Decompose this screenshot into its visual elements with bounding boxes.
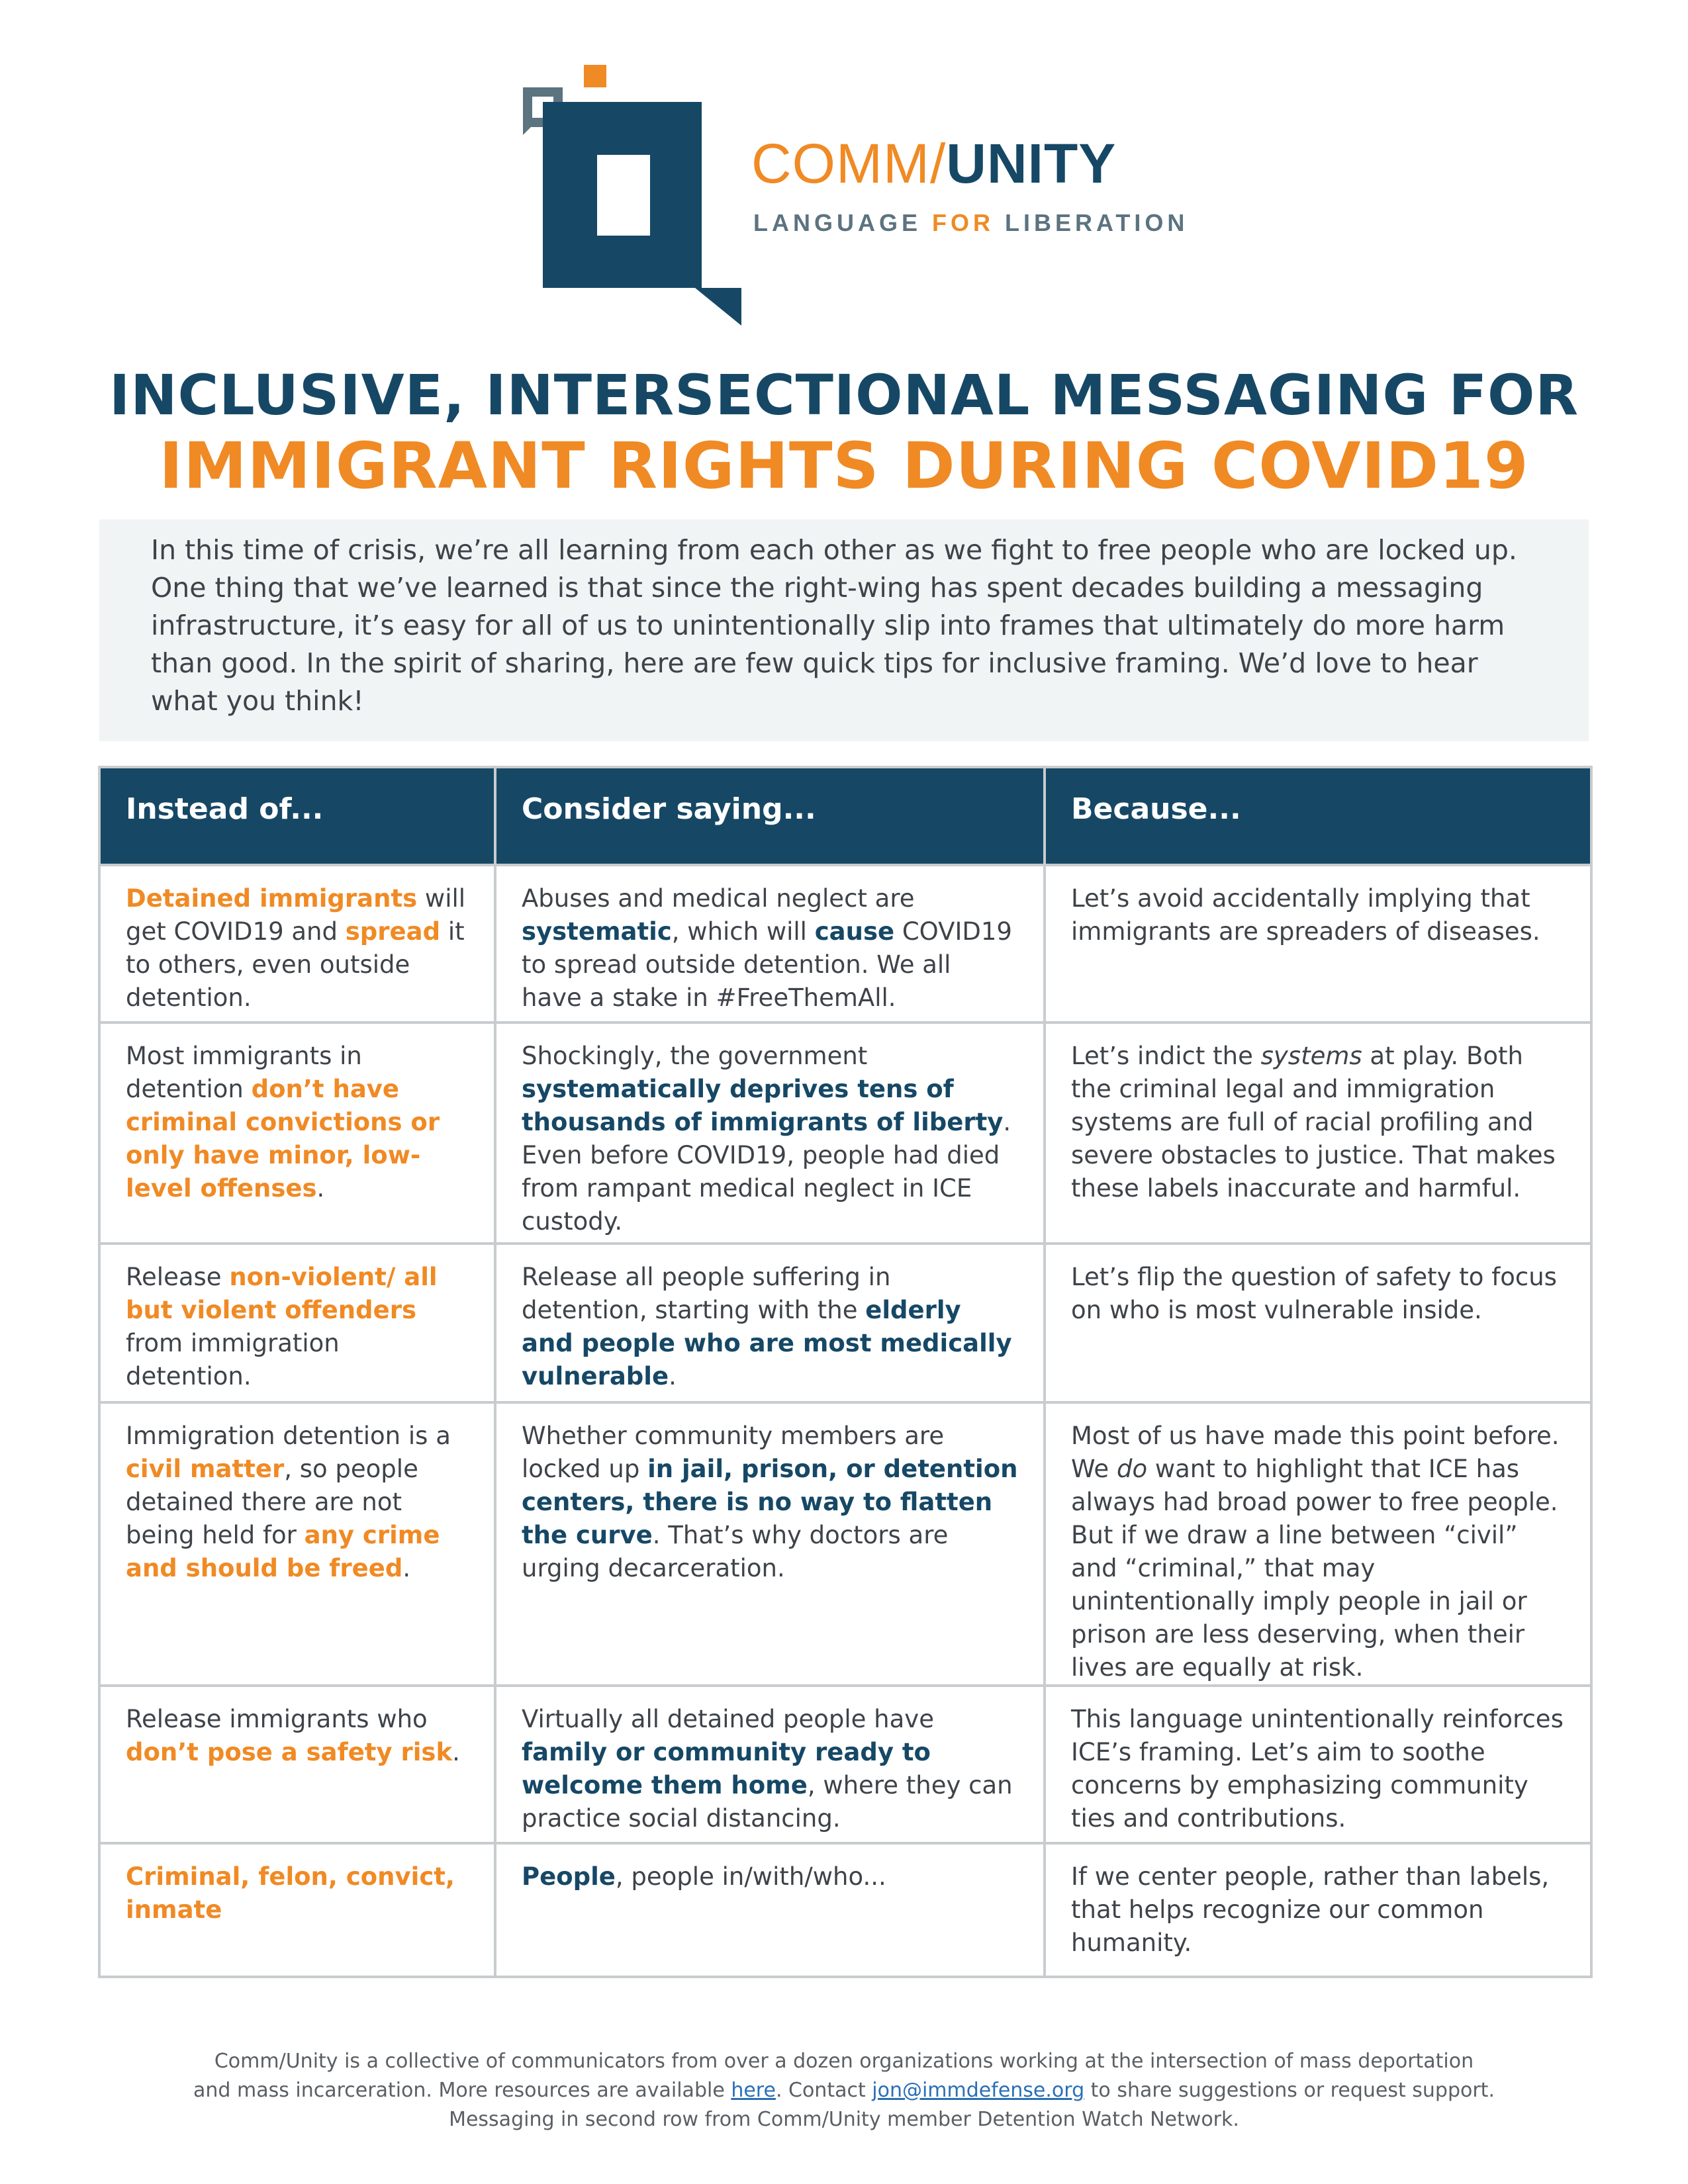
cell-text-segment: Most of us have made this point before. We [1071, 1422, 1560, 1483]
cell-because [1045, 865, 1591, 1023]
header-consider-saying: Consider saying... [495, 767, 1045, 865]
cell-text-segment: systems [1260, 1042, 1362, 1070]
cell-text-segment: spread [345, 917, 441, 946]
logo-slash: / [929, 132, 947, 195]
cell-text-segment: , which will [671, 917, 815, 946]
table-row [99, 1023, 1591, 1244]
cell-text-segment: . That’s why doctors are urging decarceration. [522, 1521, 949, 1582]
cell-text-segment: . [669, 1362, 677, 1390]
tagline-language: LANGUAGE [753, 209, 921, 236]
cell-instead-of [99, 1686, 495, 1843]
table-row [99, 1402, 1591, 1686]
cell-text-segment: at play. Both the criminal legal and immigration systems are full of racial profiling and severe obstacles to justice. That makes these labels inaccurate and harmful. [1071, 1042, 1556, 1203]
cell-consider-saying [495, 1686, 1045, 1843]
footer-text-c: to share suggestions or request support. [1084, 2079, 1495, 2102]
footer-text-b: . Contact [775, 2079, 872, 2102]
table-row [99, 1686, 1591, 1843]
cell-text-segment: Release [126, 1263, 230, 1291]
header-instead-of: Instead of... [99, 767, 495, 865]
logo-tagline [753, 209, 1188, 237]
tagline-for: FOR [932, 209, 995, 236]
cell-text-segment: , where they can practice social distancing. [522, 1771, 1013, 1833]
logo-wordmark [751, 132, 1117, 195]
cell-text-segment: . [452, 1738, 460, 1766]
contact-email-link[interactable]: jon@immdefense.org [872, 2079, 1085, 2102]
cell-text-segment: . [402, 1554, 411, 1582]
cell-text-segment: , people in/with/who... [615, 1862, 886, 1891]
cell-text-segment: don’t have criminal convictions or only have minor, low-level offenses [126, 1075, 440, 1203]
cell-text-segment: in jail, prison, or detention centers, there is no way to flatten the curve [522, 1455, 1018, 1549]
cell-consider-saying [495, 1244, 1045, 1402]
cell-text-segment: will get COVID19 and [126, 884, 466, 946]
resources-link[interactable]: here [731, 2079, 776, 2102]
cell-instead-of [99, 1843, 495, 1977]
footer-line-2 [0, 2076, 1688, 2105]
cell-text-segment: elderly and people who are most medically vulnerable [522, 1296, 1012, 1390]
tagline-liberation: LIBERATION [1005, 209, 1189, 236]
cell-text-segment: Abuses and medical neglect are [522, 884, 915, 913]
table-body [99, 865, 1591, 1977]
logo-word-unity: UNITY [946, 132, 1117, 195]
cell-instead-of [99, 865, 495, 1023]
cell-text-segment: Virtually all detained people have [522, 1705, 934, 1733]
footer-note [0, 2047, 1688, 2134]
cell-text-segment: family or community ready to welcome them home [522, 1738, 931, 1799]
cell-text-segment: Let’s flip the question of safety to focus on who is most vulnerable inside. [1071, 1263, 1557, 1324]
cell-text-segment: Let’s avoid accidentally implying that immigrants are spreaders of diseases. [1071, 884, 1540, 946]
cell-text-segment: This language unintentionally reinforces ICE’s framing. Let’s aim to soothe concerns by emphasizing community ties and contributions. [1071, 1705, 1564, 1833]
cell-text-segment: systematically deprives tens of thousands of immigrants of liberty [522, 1075, 1004, 1136]
cell-text-segment: People [522, 1862, 616, 1891]
cell-text-segment: Most immigrants in detention [126, 1042, 362, 1103]
cell-text-segment: do [1116, 1455, 1148, 1483]
cell-text-segment: Immigration detention is a [126, 1422, 451, 1450]
logo-orange-square [584, 65, 606, 87]
cell-text-segment: Let’s indict the [1071, 1042, 1261, 1070]
cell-text-segment: systematic [522, 917, 672, 946]
table-row [99, 865, 1591, 1023]
intro-paragraph: In this time of crisis, we’re all learning from each other as we fight to free people who are locked up. One thing that we’ve learned is that since the right-wing has spent decades building a messaging infrastructure, it’s easy for all of us to unintentionally slip into frames that ultimately do more harm than good. In the spirit of sharing, here are few quick tips for inclusive framing. We’d love to hear what you think! [99, 520, 1589, 741]
cell-text-segment: want to highlight that ICE has always had broad power to free people. But if we draw a line between “civil” and “criminal,” that may unintentionally imply people in jail or prison are less deserving, when their lives are equally at risk. [1071, 1455, 1558, 1682]
cell-text-segment: Release immigrants who [126, 1705, 428, 1733]
cell-text-segment: Criminal, felon, convict, inmate [126, 1862, 455, 1924]
page-title-line-1: INCLUSIVE, INTERSECTIONAL MESSAGING FOR [109, 363, 1579, 428]
cell-consider-saying [495, 1023, 1045, 1244]
logo-navy-bubble [543, 102, 741, 326]
cell-text-segment: it to others, even outside detention. [126, 917, 465, 1012]
cell-consider-saying [495, 1843, 1045, 1977]
cell-text-segment: . [316, 1174, 325, 1203]
messaging-table [98, 766, 1593, 1978]
cell-text-segment: non-violent/ all but violent offenders [126, 1263, 438, 1324]
comm-unity-logo-mark [523, 53, 1185, 344]
cell-consider-saying [495, 865, 1045, 1023]
table-row [99, 1244, 1591, 1402]
cell-because [1045, 1402, 1591, 1686]
cell-text-segment: any crime and should be freed [126, 1521, 440, 1582]
footer-text-a: and mass incarceration. More resources are available [193, 2079, 731, 2102]
cell-text-segment: Whether community members are locked up [522, 1422, 945, 1483]
cell-text-segment: If we center people, rather than labels, that helps recognize our common humanity. [1071, 1862, 1550, 1957]
cell-text-segment: don’t pose a safety risk [126, 1738, 453, 1766]
cell-because [1045, 1686, 1591, 1843]
cell-text-segment: civil matter [126, 1455, 285, 1483]
table-row [99, 1843, 1591, 1977]
cell-text-segment: Release all people suffering in detention, starting with the [522, 1263, 891, 1324]
cell-because [1045, 1843, 1591, 1977]
page-title-line-2: IMMIGRANT RIGHTS DURING COVID19 [159, 429, 1529, 503]
cell-consider-saying [495, 1402, 1045, 1686]
cell-text-segment: COVID19 to spread outside detention. We all have a stake in #FreeThemAll. [522, 917, 1012, 1012]
cell-because [1045, 1023, 1591, 1244]
cell-instead-of [99, 1402, 495, 1686]
cell-text-segment: Shockingly, the government [522, 1042, 868, 1070]
cell-instead-of [99, 1244, 495, 1402]
table-header-row [99, 767, 1591, 865]
cell-text-segment: Detained immigrants [126, 884, 418, 913]
header-because: Because... [1045, 767, 1591, 865]
footer-line-1: Comm/Unity is a collective of communicators from over a dozen organizations working at the intersection of mass deportation [214, 2050, 1474, 2073]
cell-text-segment: cause [814, 917, 895, 946]
cell-text-segment: , so people detained there are not being held for [126, 1455, 418, 1549]
cell-instead-of [99, 1023, 495, 1244]
cell-because [1045, 1244, 1591, 1402]
cell-text-segment: from immigration detention. [126, 1329, 340, 1390]
cell-text-segment: . Even before COVID19, people had died from rampant medical neglect in ICE custody. [522, 1108, 1011, 1236]
logo-word-comm: COMM [751, 132, 930, 195]
footer-line-3: Messaging in second row from Comm/Unity member Detention Watch Network. [449, 2108, 1239, 2131]
